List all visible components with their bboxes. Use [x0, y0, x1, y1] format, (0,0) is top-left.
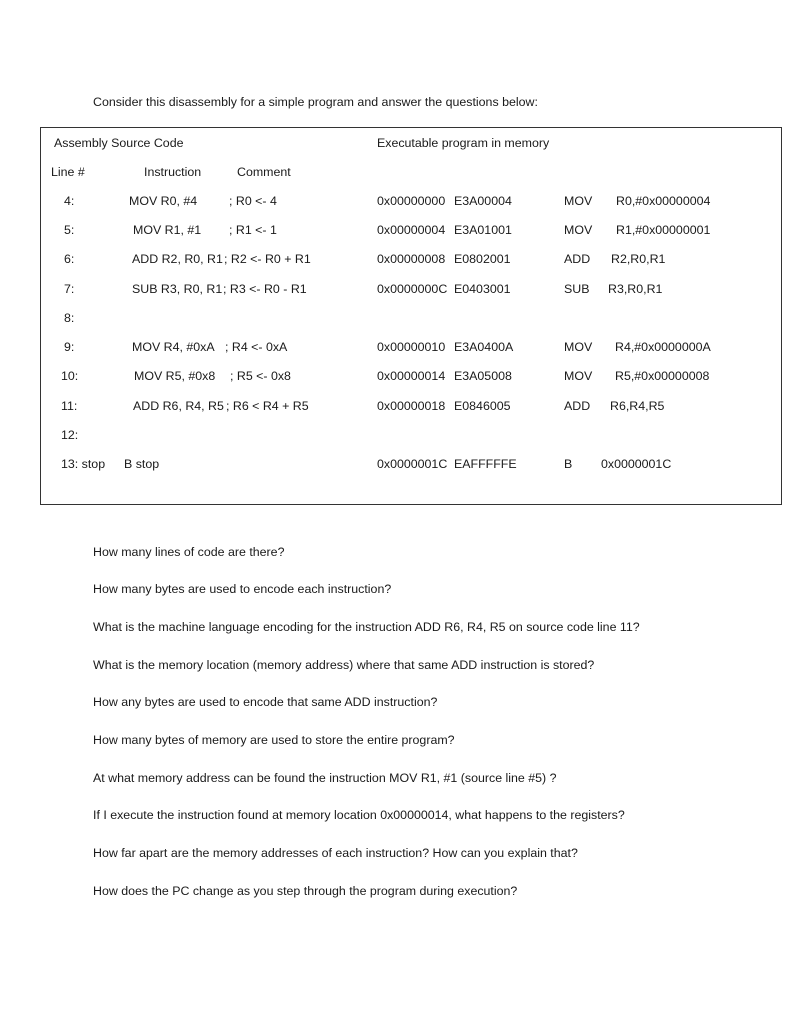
- line-number: 7:: [64, 282, 75, 296]
- instruction-text: SUB R3, R0, R1: [132, 282, 223, 296]
- machine-code: E0846005: [454, 399, 511, 413]
- instruction-text: B stop: [124, 457, 160, 471]
- instruction-text: ADD R2, R0, R1: [132, 252, 223, 266]
- line-number: 6:: [64, 252, 75, 266]
- question-3: What is the machine language encoding for the instruction ADD R6, R4, R5 on source code line 11?: [93, 620, 640, 634]
- line-number: 8:: [64, 311, 75, 325]
- comment-text: ; R4 <- 0xA: [225, 340, 288, 354]
- instruction-text: MOV R1, #1: [133, 223, 202, 237]
- header-source-code: Assembly Source Code: [54, 136, 184, 150]
- memory-address: 0x0000001C: [377, 457, 448, 471]
- disasm-mnemonic: MOV: [564, 340, 593, 354]
- disasm-operands: R3,R0,R1: [608, 282, 663, 296]
- comment-text: ; R5 <- 0x8: [230, 369, 291, 383]
- machine-code: E3A01001: [454, 223, 512, 237]
- disasm-operands: R2,R0,R1: [611, 252, 666, 266]
- line-number: 9:: [64, 340, 75, 354]
- memory-address: 0x00000004: [377, 223, 446, 237]
- instruction-text: ADD R6, R4, R5: [133, 399, 224, 413]
- question-1: How many lines of code are there?: [93, 545, 285, 559]
- disasm-mnemonic: MOV: [564, 223, 593, 237]
- disasm-mnemonic: SUB: [564, 282, 590, 296]
- col-header-instruction: Instruction: [144, 165, 202, 179]
- disasm-mnemonic: ADD: [564, 399, 591, 413]
- disassembly-table: [40, 127, 782, 505]
- question-7: At what memory address can be found the instruction MOV R1, #1 (source line #5) ?: [93, 771, 557, 785]
- machine-code: E0802001: [454, 252, 511, 266]
- line-number: 5:: [64, 223, 75, 237]
- instruction-text: MOV R0, #4: [129, 194, 198, 208]
- disasm-mnemonic: ADD: [564, 252, 591, 266]
- disasm-operands: 0x0000001C: [601, 457, 672, 471]
- machine-code: E0403001: [454, 282, 511, 296]
- machine-code: E3A05008: [454, 369, 512, 383]
- line-number: 12:: [61, 428, 79, 442]
- comment-text: ; R2 <- R0 + R1: [224, 252, 311, 266]
- instruction-text: MOV R4, #0xA: [132, 340, 215, 354]
- machine-code: E3A00004: [454, 194, 512, 208]
- question-5: How any bytes are used to encode that same ADD instruction?: [93, 695, 438, 709]
- header-executable-program: Executable program in memory: [377, 136, 550, 150]
- intro-text: Consider this disassembly for a simple program and answer the questions below:: [93, 95, 538, 109]
- question-4: What is the memory location (memory address) where that same ADD instruction is stored?: [93, 658, 595, 672]
- question-6: How many bytes of memory are used to store the entire program?: [93, 733, 455, 747]
- line-number: 11:: [61, 399, 78, 413]
- comment-text: ; R3 <- R0 - R1: [223, 282, 307, 296]
- disasm-mnemonic: MOV: [564, 369, 593, 383]
- memory-address: 0x00000010: [377, 340, 446, 354]
- disasm-operands: R6,R4,R5: [610, 399, 665, 413]
- line-number: 4:: [64, 194, 75, 208]
- machine-code: E3A0400A: [454, 340, 514, 354]
- question-2: How many bytes are used to encode each instruction?: [93, 582, 392, 596]
- disasm-operands: R1,#0x00000001: [616, 223, 711, 237]
- question-9: How far apart are the memory addresses of each instruction? How can you explain that?: [93, 846, 578, 860]
- line-number: 13: stop: [61, 457, 106, 471]
- memory-address: 0x0000000C: [377, 282, 448, 296]
- memory-address: 0x00000000: [377, 194, 446, 208]
- disasm-operands: R0,#0x00000004: [616, 194, 711, 208]
- question-10: How does the PC change as you step through the program during execution?: [93, 884, 518, 898]
- comment-text: ; R0 <- 4: [229, 194, 277, 208]
- line-number: 10:: [61, 369, 79, 383]
- disasm-mnemonic: MOV: [564, 194, 593, 208]
- disasm-mnemonic: B: [564, 457, 573, 471]
- comment-text: ; R1 <- 1: [229, 223, 277, 237]
- col-header-line: Line #: [51, 165, 85, 179]
- disasm-operands: R4,#0x0000000A: [615, 340, 711, 354]
- question-8: If I execute the instruction found at memory location 0x00000014, what happens to the registers?: [93, 808, 625, 822]
- disasm-operands: R5,#0x00000008: [615, 369, 710, 383]
- comment-text: ; R6 < R4 + R5: [226, 399, 309, 413]
- memory-address: 0x00000014: [377, 369, 446, 383]
- memory-address: 0x00000008: [377, 252, 446, 266]
- instruction-text: MOV R5, #0x8: [134, 369, 216, 383]
- memory-address: 0x00000018: [377, 399, 446, 413]
- machine-code: EAFFFFFE: [454, 457, 517, 471]
- col-header-comment: Comment: [237, 165, 291, 179]
